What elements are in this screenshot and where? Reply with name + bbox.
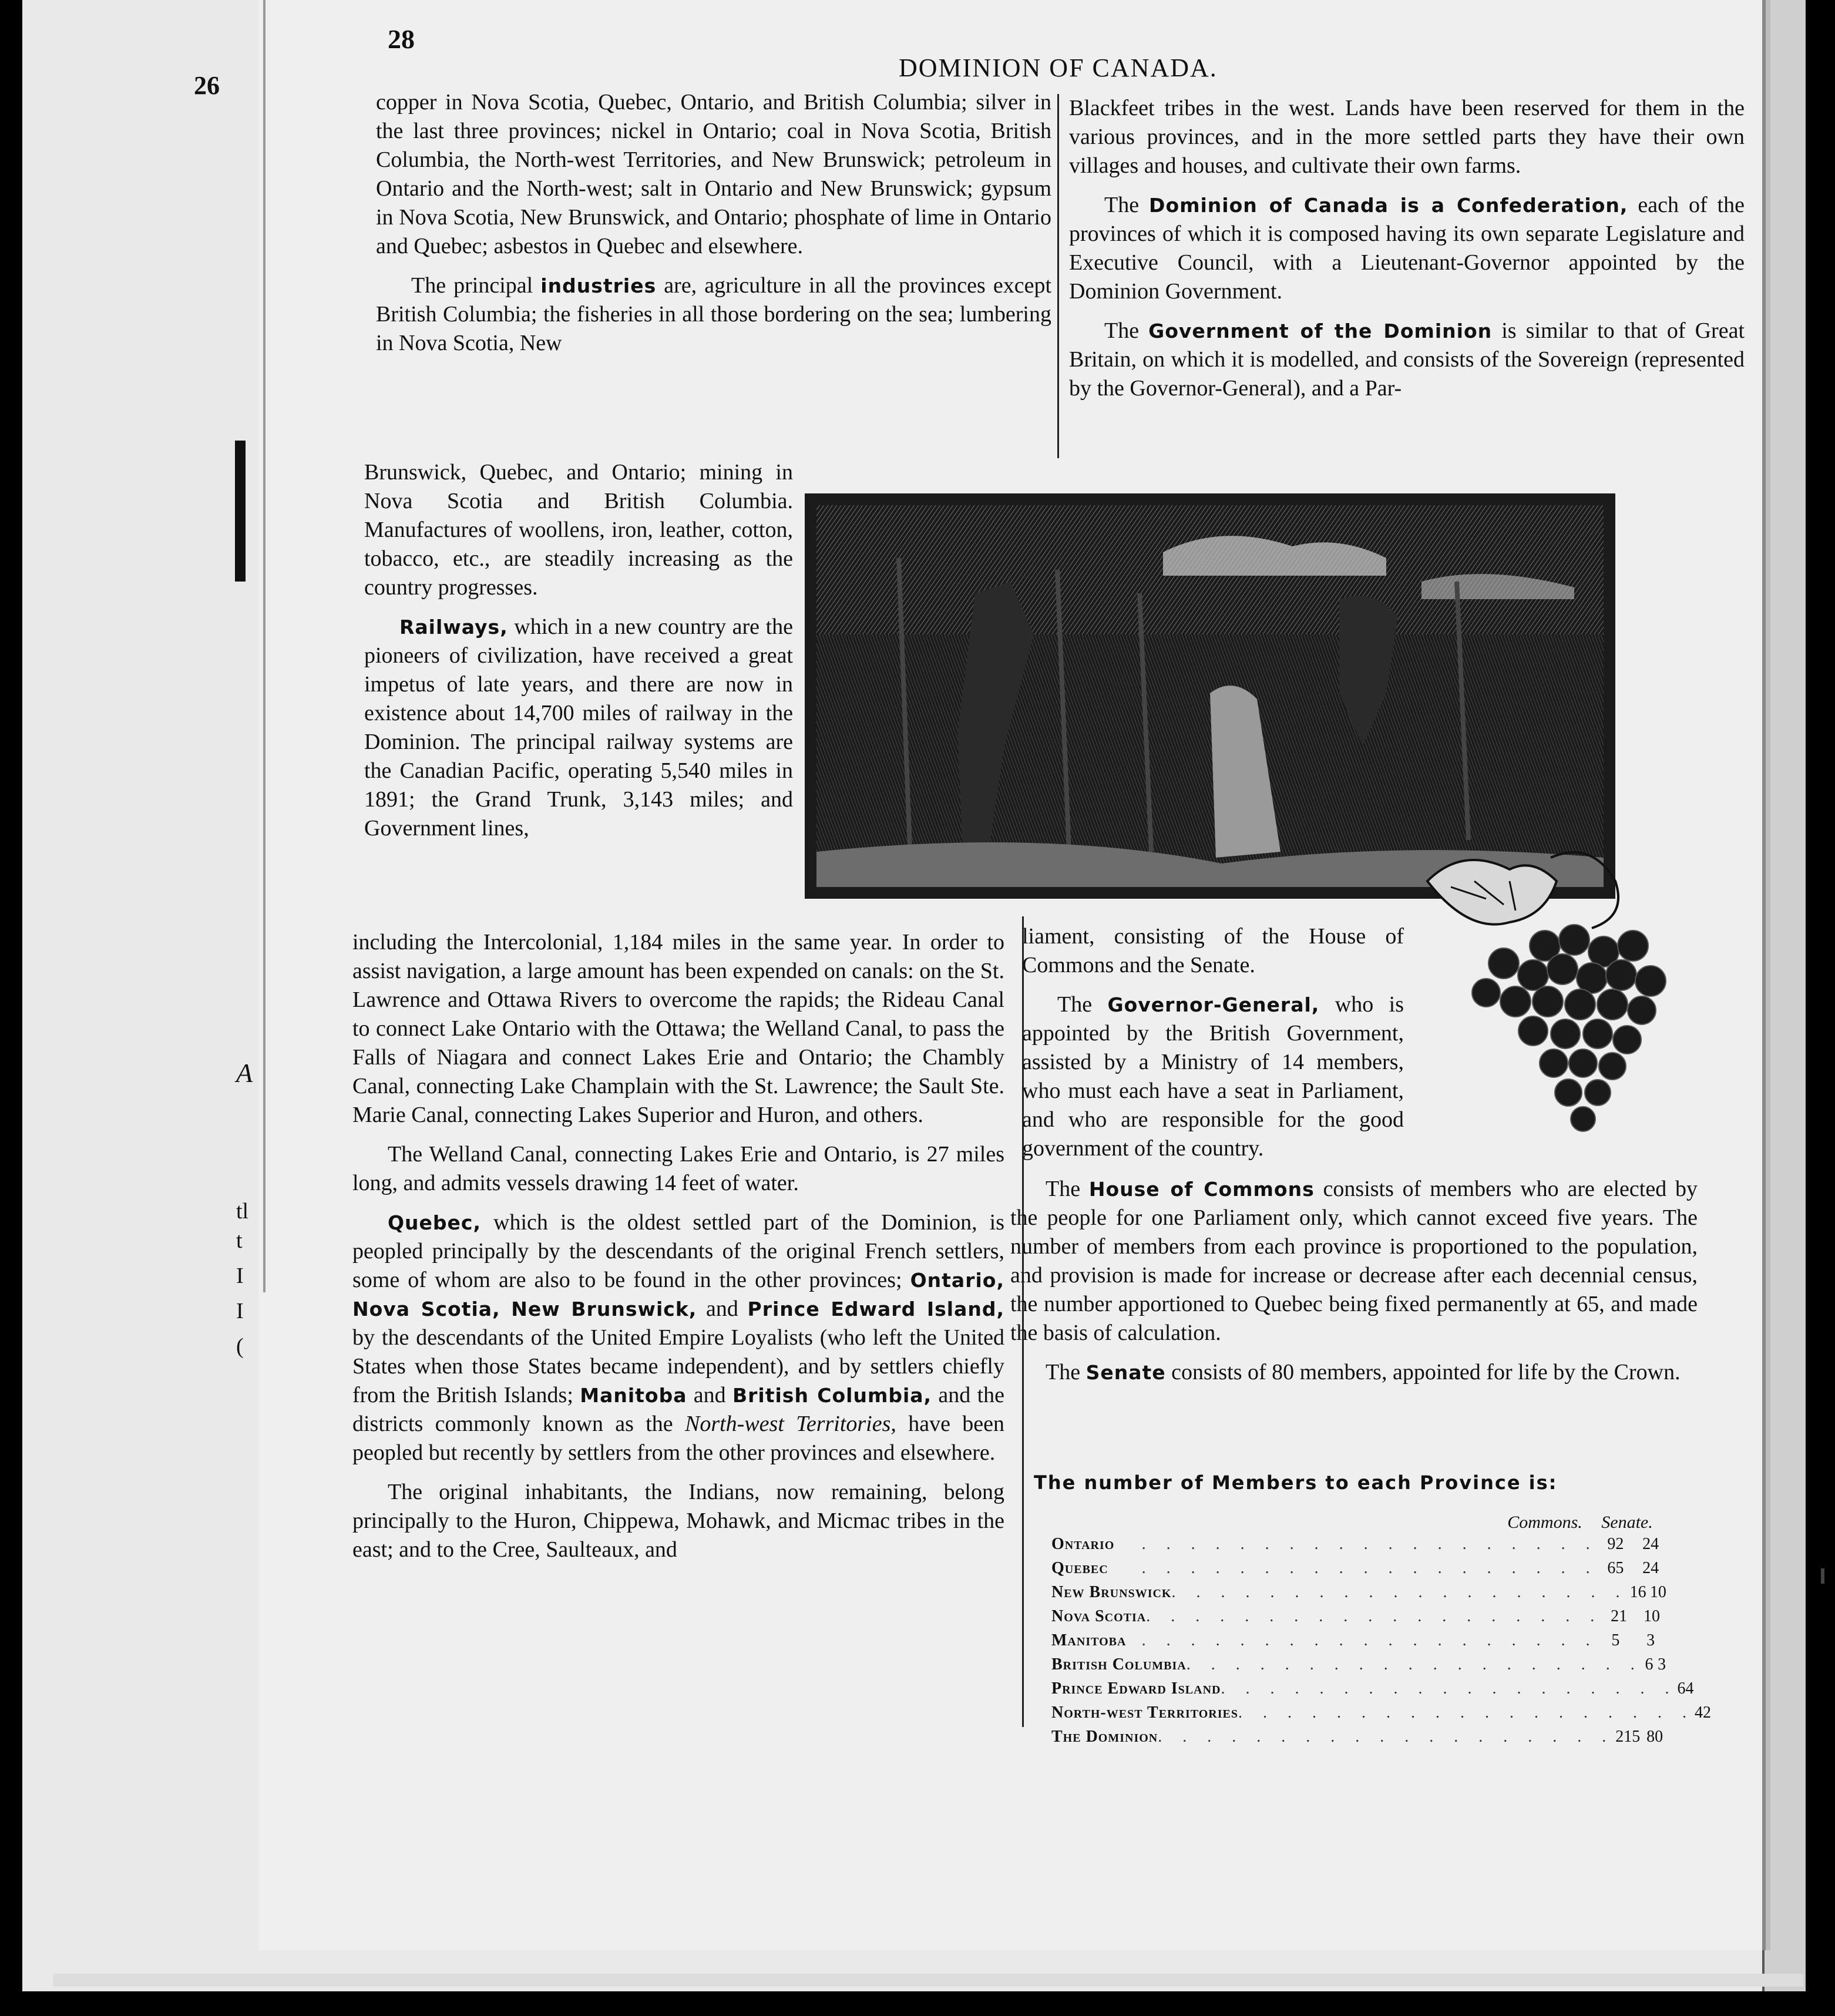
senate-count: 10: [1644, 1607, 1661, 1625]
paragraph-indians: The original inhabitants, the Indians, now remaining, belong principally to the Huron, Chippewa, Mohawk, and Micmac tribes in the east; and to the Cree, Saulteaux, and: [352, 1480, 1004, 1562]
text: consists of 80 members, appointed for life by the Crown.: [1165, 1360, 1681, 1385]
paragraph-industries-cont: Brunswick, Quebec, and Ontario; mining in Nova Scotia and British Columbia. Manufactures of woollens, iron, leather, cotton, tobacco, etc., are steadily increasing as the country progresses.: [364, 460, 793, 600]
leader-dots: . . . . . . . . . . . . . . . . . . .: [1146, 1607, 1603, 1625]
commons-count: 21: [1611, 1607, 1628, 1625]
province-name: Quebec: [1051, 1559, 1108, 1577]
commons-count: 215: [1615, 1728, 1641, 1746]
text: and: [697, 1296, 748, 1321]
text: which in a new country are the pioneers of civilization, have received a great impetus of late years, and there are now in existence about 14,700 miles of railway in the Dominion. The principal railway systems are the Canadian Pacific, operating 5,540 miles in 1891; the Grand Trunk, 3,143 miles; and Government lines,: [364, 614, 793, 841]
text: by the descendants of the United Empire Loyalists (who left the United States when those States became independent), and by settlers chiefly from the British Islands;: [352, 1325, 1004, 1407]
right-edge-tick: [1821, 1568, 1824, 1584]
leader-dots: . . . . . . . . . . . . . . . . . . .: [1221, 1679, 1678, 1698]
paragraph-industries: [376, 271, 1051, 358]
paragraph-quebec: [352, 1208, 1004, 1467]
keyword-confederation: Dominion of Canada is a Confederation,: [1149, 194, 1628, 217]
paragraph-senate: [1010, 1358, 1698, 1387]
text: The: [1046, 1177, 1089, 1201]
running-title: DOMINION OF CANADA.: [899, 53, 1218, 82]
table-row: [1051, 1559, 1668, 1583]
senate-count: 2: [1702, 1703, 1711, 1722]
keyword-quebec: Quebec,: [388, 1211, 482, 1234]
grape-cluster-ornament: [1416, 846, 1709, 1151]
keyword-pei: Prince Edward Island,: [747, 1298, 1004, 1321]
header-commons: Commons.: [1507, 1513, 1582, 1532]
text: who is appointed by the British Government, assisted by a Ministry of 14 members, who must each have a seat in Parliament, and who are responsible for the good government of the country.: [1022, 992, 1404, 1161]
senate-count: 4: [1685, 1679, 1694, 1698]
margin-mark: I: [236, 1299, 244, 1323]
province-name: British Columbia: [1051, 1655, 1187, 1674]
text: is similar to that of Great Britain, on which it is modelled, and consists of the Sovereign (represented by the Governor-General), and a Par-: [1069, 318, 1745, 401]
keyword-government: Government of the Dominion: [1148, 320, 1493, 342]
paragraph-railways: [364, 613, 793, 843]
leader-dots: . . . . . . . . . . . . . . . . . . .: [1186, 1655, 1643, 1674]
margin-mark: (: [236, 1334, 244, 1359]
text: are, agriculture in all the provinces except British Columbia; the fisheries in all those bordering on the sea; lumbering in Nova Scotia, New: [376, 273, 1052, 355]
leader-dots: . . . . . . . . . . . . . . . . . . .: [1158, 1728, 1615, 1746]
commons-count: 6: [1645, 1655, 1653, 1674]
right-column-bottom: [1010, 1175, 1698, 1397]
province-name: Ontario: [1051, 1535, 1115, 1553]
paragraph-confederation: [1069, 191, 1745, 306]
table-row: [1051, 1631, 1668, 1655]
senate-count: 10: [1649, 1583, 1666, 1601]
leader-dots: . . . . . . . . . . . . . . . . . . .: [1141, 1559, 1598, 1577]
text: each of the provinces of which it is composed having its own separate Legislature and Executive Council, with a Lieutenant-Governor appointed by the Dominion Government.: [1069, 193, 1745, 304]
table-row: [1051, 1535, 1668, 1559]
keyword-house-of-commons: House of Commons: [1088, 1178, 1315, 1201]
leader-dots: . . . . . . . . . . . . . . . . . . .: [1141, 1535, 1598, 1553]
keyword-british-columbia: British Columbia,: [732, 1384, 932, 1407]
table-row: [1051, 1728, 1668, 1752]
page-number: 28: [388, 24, 415, 54]
members-table-title: The number of Members to each Province is:: [1034, 1471, 1558, 1494]
margin-mark: t: [236, 1228, 243, 1253]
province-name: New Brunswick: [1051, 1583, 1172, 1601]
table-row: [1051, 1583, 1668, 1607]
table-header: [1051, 1513, 1668, 1533]
lower-page-edge: [53, 1974, 1803, 1987]
keyword-provinces: Ontario, Nova Scotia, New Brunswick,: [352, 1269, 1004, 1321]
province-name: Nova Scotia: [1051, 1607, 1147, 1625]
italic-territories: North-west Territories,: [684, 1412, 896, 1436]
leader-dots: . . . . . . . . . . . . . . . . . . .: [1141, 1631, 1598, 1649]
paragraph-blackfeet: Blackfeet tribes in the west. Lands have been reserved for them in the various provinces, and in the more settled parts they have their own villages and houses, and cultivate their own farms.: [1069, 96, 1745, 178]
table-row: [1051, 1655, 1668, 1679]
senate-count: 24: [1642, 1535, 1659, 1553]
commons-count: 92: [1607, 1535, 1624, 1553]
text: and: [687, 1383, 732, 1407]
leader-dots: . . . . . . . . . . . . . . . . . . .: [1171, 1583, 1628, 1601]
left-column-bottom: [352, 928, 1004, 1575]
table-row: [1051, 1679, 1694, 1703]
keyword-governor-general: Governor-General,: [1107, 993, 1320, 1016]
table-row: [1051, 1607, 1668, 1631]
paragraph-minerals: copper in Nova Scotia, Quebec, Ontario, and British Columbia; silver in the last three provinces; nickel in Ontario; coal in Nova Scotia, British Columbia, the North-west Territories, and New Brunswick; petroleum in Ontario and the North-west; salt in Ontario and New Brunswick; gypsum in Nova Scotia, New Brunswick, and Ontario; phosphate of lime in Ontario and Quebec; asbestos in Quebec and elsewhere.: [376, 90, 1051, 258]
text: The: [1104, 193, 1150, 217]
margin-mark: A: [236, 1058, 253, 1088]
engraving-image: [811, 499, 1609, 893]
commons-count: 16: [1629, 1583, 1646, 1601]
commons-count: 5: [1611, 1631, 1620, 1649]
text: The: [1104, 318, 1149, 343]
column-rule: [1057, 94, 1059, 458]
text: consists of members who are elected by the people for one Parliament only, which cannot exceed five years. The number of members from each province is proportioned to the population, and provision is made for increase or decrease after each decennial census, the number apportioned to Quebec being fixed permanently at 65, and made the basis of calculation.: [1010, 1177, 1698, 1345]
province-name: Manitoba: [1051, 1631, 1127, 1649]
province-name: The Dominion: [1051, 1728, 1158, 1746]
text: and the districts commonly known as the: [352, 1383, 1004, 1436]
page-edge: [1762, 0, 1806, 1991]
text: which is the oldest settled part of the Dominion, is peopled principally by the descendants of the original French settlers, some of whom are also to be found in the other provinces;: [352, 1210, 1004, 1292]
margin-bar: [235, 441, 246, 582]
header-senate: Senate.: [1601, 1513, 1653, 1532]
keyword-manitoba: Manitoba: [580, 1384, 687, 1407]
text: The: [1046, 1360, 1086, 1385]
margin-page-number: 26: [194, 71, 220, 100]
paragraph-governor-general: [1022, 990, 1404, 1163]
commons-count: 4: [1694, 1703, 1703, 1722]
vineyard-illustration: [805, 493, 1615, 899]
right-column-narrow: [1022, 922, 1404, 1174]
members-table: [1051, 1513, 1711, 1752]
paragraph-welland: The Welland Canal, connecting Lakes Erie and Ontario, is 27 miles long, and admits vessels drawing 14 feet of water.: [352, 1142, 1004, 1195]
margin-mark: I: [236, 1264, 244, 1288]
senate-count: 3: [1658, 1655, 1666, 1674]
province-name: North-west Territories: [1051, 1703, 1238, 1722]
keyword-senate: Senate: [1085, 1361, 1166, 1384]
commons-count: 65: [1607, 1559, 1624, 1577]
text: have been peopled but recently by settlers from the other provinces and elsewhere.: [352, 1412, 1005, 1465]
margin-mark: tl: [236, 1199, 249, 1224]
text: The: [1057, 992, 1108, 1017]
table-row: [1051, 1703, 1711, 1728]
paragraph-parliament-cont: liament, consisting of the House of Commons and the Senate.: [1022, 924, 1404, 977]
senate-count: 24: [1642, 1559, 1659, 1577]
paragraph-railways-cont: including the Intercolonial, 1,184 miles in the same year. In order to assist navigation, a large amount has been expended on canals: on the St. Lawrence and Ottawa Rivers to overcome the rapids; the Rideau Canal to connect Lake Ontario with the Ottawa; the Welland Canal, to pass the Falls of Niagara and connect Lakes Erie and Ontario; the Chambly Canal, connecting Lake Champlain with the St. Lawrence; the Sault Ste. Marie Canal, connecting Lakes Superior and Huron, and others.: [352, 930, 1004, 1127]
gutter-line: [263, 0, 265, 1292]
keyword-industries: industries: [540, 274, 657, 297]
text: The principal: [411, 273, 541, 298]
left-column-narrow: [364, 458, 793, 854]
leader-dots: . . . . . . . . . . . . . . . . . . .: [1238, 1703, 1695, 1722]
commons-count: 6: [1677, 1679, 1686, 1698]
right-column-top: [1069, 94, 1745, 414]
left-column-top: [376, 88, 1051, 368]
senate-count: 3: [1646, 1631, 1655, 1649]
paragraph-government: [1069, 317, 1745, 403]
keyword-railways: Railways,: [399, 616, 508, 639]
senate-count: 80: [1646, 1728, 1663, 1746]
paragraph-house-of-commons: [1010, 1175, 1698, 1348]
province-name: Prince Edward Island: [1051, 1679, 1221, 1698]
